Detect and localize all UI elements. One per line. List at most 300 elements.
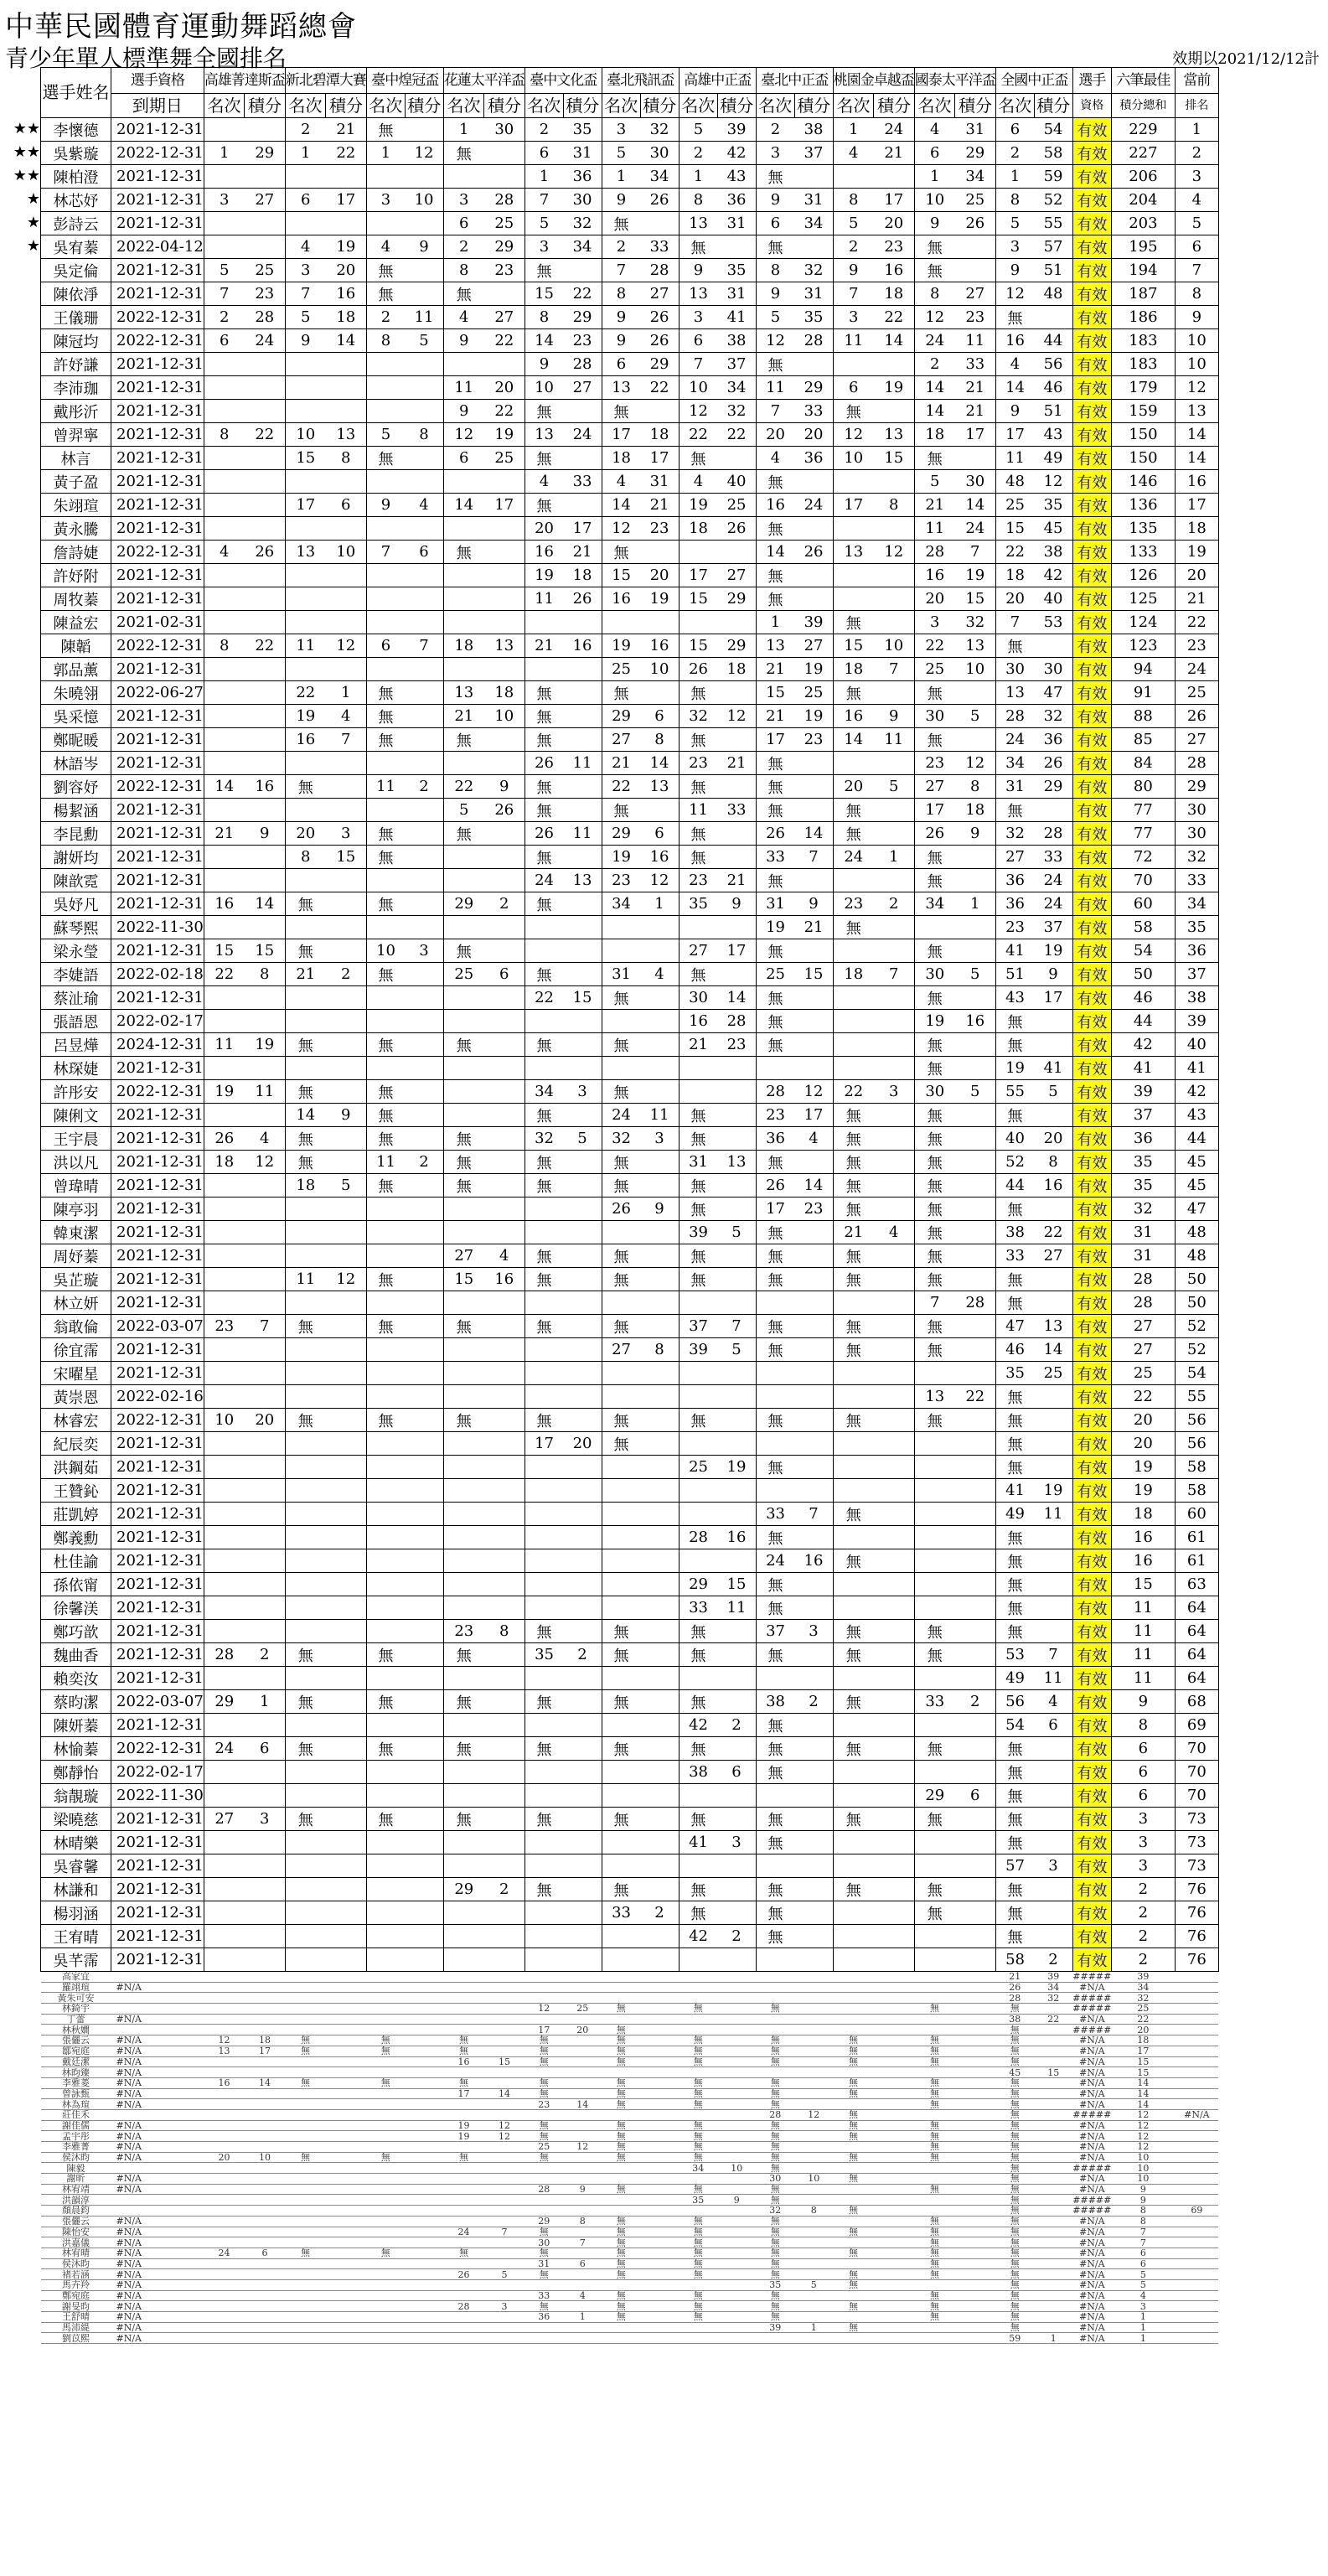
event-rank	[679, 1291, 717, 1315]
player-name: 高家宜	[41, 1972, 111, 1983]
event-rank	[366, 1948, 405, 1972]
event-rank: 無	[995, 2184, 1034, 2195]
player-qualification: #N/A	[1072, 1982, 1111, 1993]
event-rank	[443, 1982, 484, 1993]
event-points	[1034, 1104, 1072, 1127]
event-points	[326, 1831, 367, 1854]
event-points	[563, 1948, 602, 1972]
event-points: 37	[1034, 916, 1072, 939]
event-rank: 27	[914, 775, 955, 799]
event-points	[955, 1174, 996, 1197]
event-rank	[756, 1291, 794, 1315]
player-name: 林言	[41, 447, 111, 470]
player-name: 梁永瑩	[41, 939, 111, 963]
qualification-expiry: 2021-12-31	[111, 705, 204, 728]
event-rank: 23	[995, 916, 1034, 939]
event-points: 7	[245, 1315, 286, 1338]
event-rank: 無	[443, 142, 484, 165]
player-name: 賴奕汝	[41, 1667, 111, 1690]
qualification-expiry: 2022-06-27	[111, 681, 204, 705]
event-rank: 無	[833, 1549, 874, 1573]
event-rank: 16	[914, 564, 955, 587]
event-rank: 14	[914, 376, 955, 400]
col-header-points: 積分	[245, 94, 286, 118]
player-name: 魏曲香	[41, 1643, 111, 1667]
player-qualification: 有效	[1072, 1878, 1111, 1901]
event-rank: 11	[833, 329, 874, 353]
event-rank: 無	[914, 681, 955, 705]
qualification-expiry: #N/A	[111, 2035, 204, 2046]
event-rank	[833, 1432, 874, 1456]
event-rank: 無	[679, 2248, 717, 2258]
event-rank: 無	[756, 1221, 794, 1244]
current-rank: 47	[1175, 1197, 1218, 1221]
event-points	[405, 1197, 443, 1221]
event-points	[874, 1982, 915, 1993]
event-points	[245, 681, 286, 705]
best-six-total: 3	[1111, 1831, 1175, 1854]
event-points: 13	[326, 423, 367, 447]
event-points	[717, 1057, 756, 1080]
event-points	[874, 611, 915, 634]
event-rank: 33	[679, 1596, 717, 1620]
event-rank: 30	[914, 705, 955, 728]
event-rank	[524, 2014, 563, 2025]
event-points	[874, 1456, 915, 1479]
event-rank: 13	[679, 282, 717, 306]
event-rank: 3	[204, 189, 245, 212]
event-rank: 無	[833, 2152, 874, 2163]
event-points	[405, 1362, 443, 1385]
player-qualification: 有效	[1072, 634, 1111, 658]
event-points	[405, 2067, 443, 2078]
player-qualification: 有效	[1072, 1104, 1111, 1127]
event-points	[640, 939, 679, 963]
event-rank: 無	[995, 2131, 1034, 2142]
event-rank: 無	[602, 1737, 640, 1761]
event-points: 11	[1034, 1667, 1072, 1690]
event-points	[326, 1948, 367, 1972]
col-header-qual-top: 選手資格	[111, 68, 204, 94]
event-points	[874, 1526, 915, 1549]
event-rank: 無	[366, 1268, 405, 1291]
event-points	[640, 2195, 679, 2206]
event-rank: 無	[524, 705, 563, 728]
best-six-total: 2	[1111, 1948, 1175, 1972]
event-rank: 18	[285, 1174, 326, 1197]
event-rank: 無	[285, 1690, 326, 1714]
event-rank: 2	[679, 142, 717, 165]
event-points	[563, 1291, 602, 1315]
best-six-total: 150	[1111, 423, 1175, 447]
current-rank: 6	[1175, 235, 1218, 259]
player-qualification: #N/A	[1072, 2279, 1111, 2290]
event-rank: 20	[285, 822, 326, 846]
event-rank	[524, 2279, 563, 2290]
player-qualification: 有效	[1072, 329, 1111, 353]
best-six-total: 203	[1111, 212, 1175, 235]
event-rank	[366, 2216, 405, 2227]
qualification-expiry: 2022-04-12	[111, 235, 204, 259]
event-rank: 21	[602, 752, 640, 775]
event-rank	[285, 986, 326, 1010]
event-rank: 無	[914, 1057, 955, 1080]
best-six-total: 5	[1111, 2269, 1175, 2280]
event-points: 24	[563, 423, 602, 447]
event-points: 28	[484, 189, 525, 212]
event-points	[563, 1197, 602, 1221]
event-rank: 無	[524, 2131, 563, 2142]
event-rank: 15	[524, 282, 563, 306]
event-rank: 無	[602, 1174, 640, 1197]
event-points	[484, 1033, 525, 1057]
event-points	[563, 1057, 602, 1080]
table-row	[41, 634, 1219, 658]
current-rank: 56	[1175, 1409, 1218, 1432]
event-rank	[756, 1982, 794, 1993]
current-rank: 26	[1175, 705, 1218, 728]
event-rank	[285, 1982, 326, 1993]
table-row	[41, 1338, 1219, 1362]
event-rank	[366, 752, 405, 775]
player-name: 林為瑄	[41, 2099, 111, 2110]
event-rank: 15	[833, 634, 874, 658]
event-points	[955, 1315, 996, 1338]
event-points	[484, 2025, 525, 2035]
player-qualification: #####	[1072, 2024, 1112, 2035]
event-points	[405, 517, 443, 541]
best-six-total: 14	[1111, 2077, 1175, 2088]
event-rank: 無	[524, 892, 563, 916]
event-points: 17	[874, 189, 915, 212]
event-rank: 14	[833, 728, 874, 752]
event-points	[484, 1315, 525, 1338]
table-row	[41, 2237, 1219, 2248]
event-rank: 無	[602, 2004, 640, 2015]
event-rank	[524, 1993, 563, 2004]
event-points	[717, 1854, 756, 1878]
event-rank: 無	[833, 1338, 874, 1362]
event-points: 22	[245, 423, 286, 447]
event-points: 25	[563, 2004, 602, 2015]
table-row	[41, 892, 1219, 916]
event-rank: 51	[995, 963, 1034, 986]
event-rank	[285, 2195, 326, 2206]
qualification-expiry: 2021-12-31	[111, 939, 204, 963]
event-points: 15	[874, 447, 915, 470]
event-points	[717, 2014, 756, 2025]
event-points	[245, 1993, 286, 2004]
event-rank: 6	[602, 353, 640, 376]
event-points	[484, 1080, 525, 1104]
event-rank: 無	[995, 1456, 1034, 1479]
event-rank	[366, 986, 405, 1010]
player-qualification: 有效	[1072, 1854, 1111, 1878]
event-rank	[366, 1385, 405, 1409]
player-name: 朱翊瑄	[41, 494, 111, 517]
player-name: 陳歆霓	[41, 869, 111, 892]
event-rank	[602, 1549, 640, 1573]
qualification-expiry: 2021-12-31	[111, 1127, 204, 1151]
event-points	[1034, 2142, 1072, 2153]
event-rank	[443, 1901, 484, 1925]
event-rank	[833, 1948, 874, 1972]
event-rank: 無	[679, 2077, 717, 2088]
event-points	[874, 1409, 915, 1432]
event-points	[717, 916, 756, 939]
event-rank: 49	[995, 1503, 1034, 1526]
qualification-expiry: #N/A	[111, 2312, 204, 2323]
event-rank	[756, 2067, 794, 2078]
event-rank: 12	[833, 423, 874, 447]
event-points	[955, 1033, 996, 1057]
event-rank: 無	[679, 1808, 717, 1831]
event-rank: 無	[366, 892, 405, 916]
player-qualification: 有效	[1072, 564, 1111, 587]
event-rank: 4	[914, 118, 955, 142]
event-points: 47	[1034, 681, 1072, 705]
event-rank: 無	[833, 822, 874, 846]
event-rank: 14	[602, 494, 640, 517]
event-points: 1	[874, 846, 915, 869]
best-six-total: 1	[1111, 2333, 1175, 2344]
event-rank	[285, 1197, 326, 1221]
event-rank: 無	[366, 1174, 405, 1197]
event-rank: 無	[443, 2152, 484, 2163]
event-rank	[366, 2174, 405, 2185]
qualification-expiry: 2022-02-17	[111, 1010, 204, 1033]
event-rank	[524, 1385, 563, 1409]
event-rank	[524, 1010, 563, 1033]
event-rank: 無	[524, 963, 563, 986]
event-points	[874, 822, 915, 846]
event-rank: 1	[366, 142, 405, 165]
event-rank: 16	[524, 541, 563, 564]
event-points: 14	[484, 2088, 525, 2099]
event-rank: 40	[995, 1127, 1034, 1151]
event-rank	[204, 1854, 245, 1878]
current-rank: 45	[1175, 1174, 1218, 1197]
event-points	[405, 1338, 443, 1362]
player-qualification: 有效	[1072, 1690, 1111, 1714]
event-points	[326, 2206, 367, 2216]
star-icon: ★	[26, 190, 40, 208]
event-points	[405, 799, 443, 822]
event-points	[955, 2077, 996, 2088]
event-rank	[602, 1784, 640, 1808]
player-qualification: 有效	[1072, 611, 1111, 634]
event-points: 18	[717, 658, 756, 681]
event-rank	[285, 1784, 326, 1808]
event-points: 15	[563, 986, 602, 1010]
event-points	[245, 2206, 286, 2216]
event-rank	[833, 2312, 874, 2323]
event-points	[245, 1714, 286, 1737]
event-rank	[366, 2067, 405, 2078]
event-points: 4	[640, 963, 679, 986]
current-rank: 34	[1175, 892, 1218, 916]
event-rank	[285, 2301, 326, 2312]
event-rank	[285, 799, 326, 822]
event-points: 51	[1034, 400, 1072, 423]
event-rank: 無	[285, 1315, 326, 1338]
event-rank: 35	[995, 1362, 1034, 1385]
event-rank: 無	[679, 2152, 717, 2163]
event-rank	[679, 1549, 717, 1573]
event-rank	[285, 1596, 326, 1620]
event-rank	[285, 2099, 326, 2110]
event-rank: 16	[204, 892, 245, 916]
event-points	[874, 587, 915, 611]
event-rank	[602, 1221, 640, 1244]
event-points: 1	[640, 892, 679, 916]
player-name: 郭品薰	[41, 658, 111, 681]
event-rank: 無	[995, 1925, 1034, 1948]
event-points: 20	[1034, 1127, 1072, 1151]
event-points	[326, 353, 367, 376]
event-points	[563, 447, 602, 470]
event-rank	[366, 2290, 405, 2301]
event-points: 31	[563, 142, 602, 165]
event-rank	[602, 1948, 640, 1972]
event-points	[563, 2322, 602, 2333]
event-rank	[443, 1479, 484, 1503]
event-rank: 無	[602, 2120, 640, 2131]
table-row	[41, 1925, 1219, 1948]
qualification-expiry: 2021-12-31	[111, 1714, 204, 1737]
event-rank	[204, 2333, 245, 2344]
event-points	[405, 1526, 443, 1549]
event-points	[563, 1362, 602, 1385]
event-points	[563, 1714, 602, 1737]
event-rank: 12	[524, 2004, 563, 2015]
event-points	[717, 2174, 756, 2185]
player-qualification: 有效	[1072, 1033, 1111, 1057]
best-six-total: 10	[1111, 2174, 1175, 2185]
event-rank: 無	[756, 2184, 794, 2195]
star-icon: ★	[26, 214, 40, 231]
event-points: 18	[874, 282, 915, 306]
event-points	[245, 376, 286, 400]
event-points	[484, 1667, 525, 1690]
event-rank	[524, 1479, 563, 1503]
event-points	[405, 916, 443, 939]
event-points	[874, 2014, 915, 2025]
qualification-expiry: 2022-02-17	[111, 1761, 204, 1784]
event-rank: 無	[366, 963, 405, 986]
event-rank: 無	[602, 2088, 640, 2099]
event-rank: 14	[204, 775, 245, 799]
event-rank	[443, 916, 484, 939]
event-rank: 33	[995, 1244, 1034, 1268]
event-points	[640, 1808, 679, 1831]
player-name: 陳怡安	[41, 2227, 111, 2237]
event-points	[326, 1456, 367, 1479]
event-points	[874, 564, 915, 587]
event-rank: 11	[366, 775, 405, 799]
qualification-expiry: 2021-12-31	[111, 189, 204, 212]
event-points: 22	[955, 1385, 996, 1409]
current-rank: 52	[1175, 1338, 1218, 1362]
event-rank: 6	[756, 212, 794, 235]
table-row	[41, 1197, 1219, 1221]
player-name: 鄭昵暖	[41, 728, 111, 752]
event-points	[874, 2004, 915, 2015]
event-rank	[204, 2216, 245, 2227]
event-points: 21	[794, 916, 833, 939]
event-rank: 無	[914, 235, 955, 259]
event-points: 15	[794, 963, 833, 986]
event-points	[640, 1385, 679, 1409]
event-points	[563, 1690, 602, 1714]
player-name: 吳芷璇	[41, 1268, 111, 1291]
event-rank: 無	[756, 2163, 794, 2174]
event-points: 22	[1034, 2014, 1072, 2025]
event-rank: 無	[366, 822, 405, 846]
event-points	[1034, 1761, 1072, 1784]
event-points	[794, 2120, 833, 2131]
event-rank: 25	[602, 658, 640, 681]
event-rank: 無	[995, 2258, 1034, 2269]
event-points	[794, 2077, 833, 2088]
event-rank: 31	[756, 892, 794, 916]
player-name: 馬卉羚	[41, 2279, 111, 2290]
current-rank: 21	[1175, 587, 1218, 611]
best-six-total: 183	[1111, 353, 1175, 376]
event-points: 33	[563, 470, 602, 494]
event-rank	[602, 1761, 640, 1784]
event-rank: 28	[756, 1080, 794, 1104]
event-points	[794, 517, 833, 541]
best-six-total: 31	[1111, 1221, 1175, 1244]
event-points	[794, 564, 833, 587]
player-name: 陳韜	[41, 634, 111, 658]
event-points	[955, 1057, 996, 1080]
event-points	[405, 470, 443, 494]
event-points	[405, 353, 443, 376]
event-rank: 無	[285, 939, 326, 963]
event-rank	[833, 1479, 874, 1503]
event-rank	[756, 1854, 794, 1878]
event-rank	[285, 2216, 326, 2227]
event-points: 5	[955, 705, 996, 728]
event-points: 4	[794, 1127, 833, 1151]
event-points	[563, 1901, 602, 1925]
event-rank: 無	[285, 1151, 326, 1174]
col-header-points: 積分	[326, 94, 367, 118]
event-rank: 無	[995, 2322, 1034, 2333]
event-rank: 42	[679, 1714, 717, 1737]
table-row	[41, 822, 1219, 846]
best-six-total: 70	[1111, 869, 1175, 892]
event-rank: 無	[679, 2301, 717, 2312]
best-six-total: 195	[1111, 235, 1175, 259]
event-points: 29	[717, 634, 756, 658]
event-points	[484, 2184, 525, 2195]
current-rank	[1175, 2035, 1218, 2046]
event-points	[484, 752, 525, 775]
event-points	[874, 2142, 915, 2153]
event-rank	[204, 212, 245, 235]
event-points	[955, 2152, 996, 2163]
event-rank	[524, 1972, 563, 1983]
event-points	[563, 1244, 602, 1268]
event-rank	[443, 1338, 484, 1362]
player-name: 杜佳諭	[41, 1549, 111, 1573]
qualification-expiry: 2022-03-07	[111, 1690, 204, 1714]
event-rank	[285, 2067, 326, 2078]
event-points	[326, 1127, 367, 1151]
